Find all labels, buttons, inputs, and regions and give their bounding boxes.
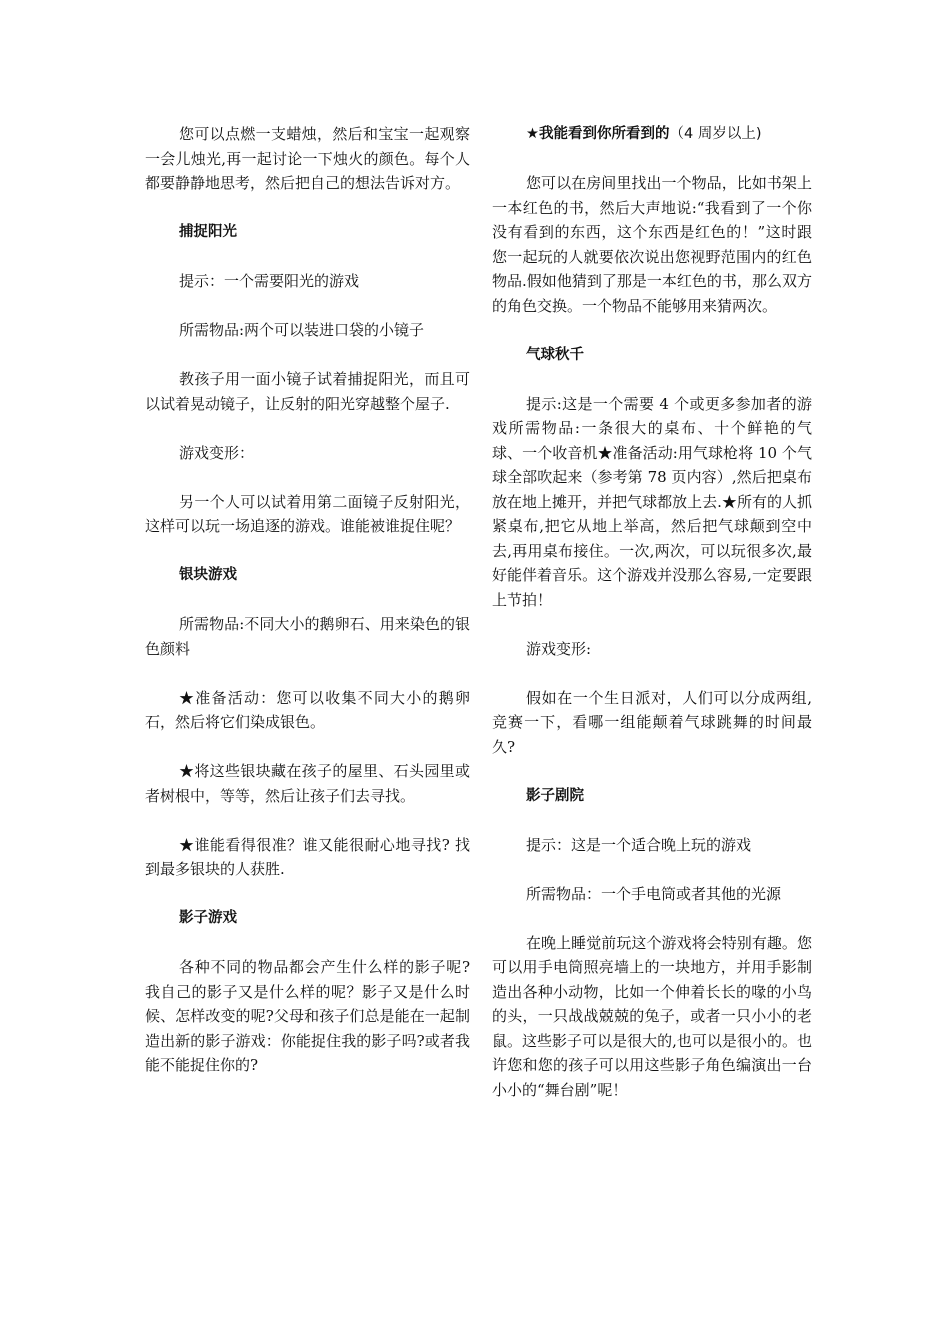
catch-sunlight-items: 所需物品:两个可以装进口袋的小镜子 <box>179 321 425 339</box>
heading-silver-game: 银块游戏 <box>179 567 237 583</box>
balloon-variant: 假如在一个生日派对，人们可以分成两组, 竞赛一下，看哪一组能颠着气球跳舞的时间最久? <box>492 688 812 756</box>
i-see-body: 您可以在房间里找出一个物品，比如书架上一本红色的书，然后大声地说:“我看到了一个你没有看到的东西，这个东西是红色的！”这时跟您一起玩的人就要依次说出您视野范围内的红色物品.假如他猜到了那是一本红色的书，那么双方的角色交换。一个物品不能够用来猜两次。 <box>492 174 812 315</box>
right-column <box>492 122 812 1127</box>
theater-items: 所需物品：一个手电筒或者其他的光源 <box>526 884 782 903</box>
heading-balloon-swing: 气球秋千 <box>526 346 584 363</box>
heading-i-see-title: ★我能看到你所看到的 <box>526 126 670 142</box>
catch-sunlight-variant: 另一个人可以试着用第二面镜子反射阳光，这样可以玩一场追逐的游戏。谁能被谁捉住呢？ <box>145 492 470 535</box>
heading-catch-sunlight: 捕捉阳光 <box>179 224 237 240</box>
theater-body: 在晚上睡觉前玩这个游戏将会特别有趣。您可以用手电筒照亮墙上的一块地方，并用手影制造出各种小动物，比如一个伸着长长的喙的小鸟的头，一只战战兢兢的兔子，或者一只小小的老鼠。这些影子可以是很大的,也可以是很小的。也许您和您的孩子可以用这些影子角色编演出一台小小的“舞台剧”呢！ <box>492 933 812 1099</box>
left-column <box>145 122 470 1102</box>
silver-win: ★谁能看得很准？谁又能很耐心地寻找? 找到最多银块的人获胜. <box>145 835 470 878</box>
catch-sunlight-tip: 提示：一个需要阳光的游戏 <box>179 272 360 290</box>
balloon-variant-label: 游戏变形: <box>526 639 592 658</box>
silver-items: 所需物品:不同大小的鹅卵石、用来染色的银色颜料 <box>145 615 470 658</box>
catch-sunlight-body: 教孩子用一面小镜子试着捕捉阳光，而且可以试着晃动镜子，让反射的阳光穿越整个屋子. <box>145 370 470 413</box>
silver-hide: ★将这些银块藏在孩子的屋里、石头园里或者树根中，等等，然后让孩子们去寻找。 <box>145 762 470 805</box>
heading-i-see-age: （4 周岁以上) <box>669 126 762 142</box>
silver-prep: ★准备活动：您可以收集不同大小的鹅卵石，然后将它们染成银色。 <box>145 688 470 731</box>
catch-sunlight-variant-label: 游戏变形： <box>179 443 255 462</box>
shadow-body: 各种不同的物品都会产生什么样的影子呢?我自己的影子又是什么样的呢？影子又是什么时候、怎样改变的呢?父母和孩子们总是能在一起制造出新的影子游戏：你能捉住我的影子吗?或者我能不能捉住你的? <box>145 958 470 1074</box>
candle-paragraph: 您可以点燃一支蜡烛，然后和宝宝一起观察一会儿烛光,再一起讨论一下烛火的颜色。每个人都要静静地思考，然后把自己的想法告诉对方。 <box>145 125 470 192</box>
theater-tip: 提示：这是一个适合晚上玩的游戏 <box>526 835 752 854</box>
heading-shadow-game: 影子游戏 <box>179 910 237 926</box>
balloon-body: 提示:这是一个需要 4 个或更多参加者的游戏所需物品:一条很大的桌布、十个鲜艳的气球、一个收音机★准备活动:用气球枪将 10 个气球全部吹起来（参考第 78 页内容）,然后把桌布放在地上摊开，并把气球都放上去.★所有的人抓紧桌布,把它从地上举高，然后把气球颠到空中去,再用桌布接住。一次,两次，可以玩很多次,最好能伴着音乐。这个游戏并没那么容易,一定要跟上节拍！ <box>492 394 812 609</box>
heading-shadow-theater: 影子剧院 <box>526 787 584 804</box>
heading-i-see <box>492 122 812 147</box>
